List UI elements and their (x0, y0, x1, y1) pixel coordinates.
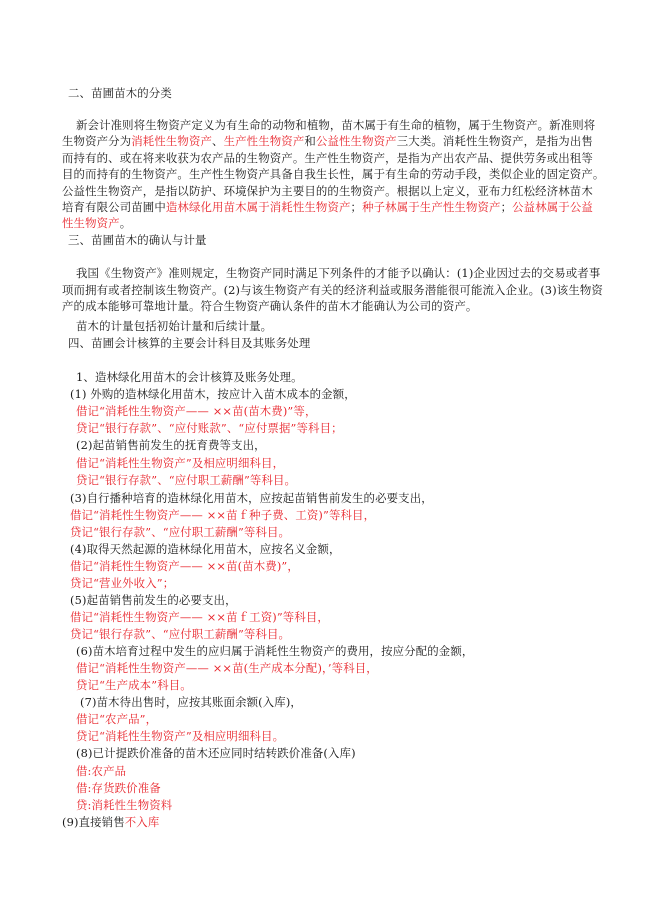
body-text: 我国《生物资产》准则规定，生物资产同时满足下列条件的才能予以确认：(1)企业因过去的交易或者事 (76, 266, 601, 280)
text-line (76, 677, 192, 693)
body-text: (5)起苗销售前发生的必要支出， (70, 593, 237, 607)
text-line (70, 507, 375, 523)
highlighted-text: 借:存货跌价准备 (76, 781, 161, 795)
highlighted-text: 借记“消耗性生物资产—— ××苗(苗木费)”等， (76, 404, 317, 418)
highlighted-text: 不入库 (124, 815, 160, 829)
body-text: 新会计准则将生物资产定义为有生命的动物和植物，苗木属于有生命的植物，属于生物资产。新准则将 (76, 118, 596, 132)
text-line (76, 763, 126, 779)
highlighted-text: 贷记“银行存款”、“应付职工薪酬”等科目。 (76, 473, 297, 487)
text-line (76, 369, 303, 385)
highlighted-text: 贷记“消耗性生物资产”及相应明细科目。 (76, 729, 285, 743)
body-text: 三大类。消耗性生物资产，是指为出售 (396, 134, 593, 148)
body-text: 四、苗圃会计核算的主要会计科目及其账务处理 (68, 336, 311, 350)
highlighted-text: 贷记“银行存款”、“应付账款”、“应付票据”等科目； (76, 421, 343, 435)
highlighted-text: 公益林属于公益 (512, 200, 593, 214)
text-line (70, 524, 290, 540)
body-text: (4)取得天然起源的造林绿化用苗木，应按名义金额， (70, 542, 341, 556)
text-line (76, 745, 356, 761)
highlighted-text: 贷记“生产成本”科目。 (76, 678, 192, 692)
body-text: 二、苗圃苗木的分类 (68, 86, 172, 100)
text-line (70, 575, 174, 591)
text-line (76, 728, 284, 744)
body-text: 公益性生物资产，是指以防护、环境保护为主要目的的生物资产。根据以上定义，亚布力红松经济林苗木 (62, 184, 593, 198)
highlighted-text: 借:农产品 (76, 764, 127, 778)
body-text: ； (500, 200, 513, 214)
highlighted-text: 借记“消耗性生物资产”及相应明细科目， (76, 456, 285, 470)
highlighted-text: 公益性生物资产 (315, 134, 397, 148)
text-line (62, 166, 604, 182)
text-line (76, 472, 296, 488)
text-line (68, 335, 310, 351)
highlighted-text: 贷记“营业外收入”； (70, 576, 175, 590)
highlighted-text: 借记“消耗性生物资产—— ××苗(苗木费)”， (70, 559, 299, 573)
text-line (76, 265, 600, 281)
body-text: 而持有的、或在将来收获为农产品的生物资产。生产性生物资产，是指为产出农产品、提供劳务或出租等 (62, 151, 593, 165)
body-text: (8)已计提跌价准备的苗木还应同时结转跌价准备(入库) (76, 746, 356, 760)
highlighted-text: 贷:消耗性生物资料 (76, 798, 173, 812)
text-line (62, 199, 593, 215)
highlighted-text: 消耗性生物资产 (131, 134, 213, 148)
body-text: (7)苗木待出售时，应按其账面余额(入库)， (80, 695, 302, 709)
body-text: (3)自行播种培育的造林绿化用苗木，应按起苗销售前发生的必要支出， (70, 491, 433, 505)
text-line (76, 420, 343, 436)
text-line (76, 455, 284, 471)
body-text: 1、造林绿化用苗木的会计核算及账务处理。 (76, 370, 303, 384)
body-text: (6)苗木培育过程中发生的应归属于消耗性生物资产的费用，按应分配的金额， (76, 644, 474, 658)
body-text: 。 (119, 216, 132, 230)
text-line (68, 232, 207, 248)
text-line (62, 814, 159, 830)
text-line (76, 711, 157, 727)
highlighted-text: 借记“消耗性生物资产—— ××苗ｆ种子费、工资)”等科目， (70, 508, 376, 522)
body-text: 目的而持有的生物资产。生产性生物资产具备自我生长性，属于有生命的劳动手段，类似企业的固定资产。 (62, 167, 605, 181)
text-line (76, 660, 378, 676)
highlighted-text: 借记“农产品”， (76, 712, 158, 726)
body-text: 和 (304, 134, 316, 148)
body-text: 生物资产分为 (62, 134, 132, 148)
body-text: 三、苗圃苗木的确认与计量 (68, 233, 207, 247)
body-text: 项而拥有或者控制该生物资产。(2)与该生物资产有关的经济利益或服务潜能很可能流入企业。(3)该生物资 (62, 283, 603, 297)
text-line (76, 643, 473, 659)
text-line (76, 318, 272, 334)
text-line (76, 797, 172, 813)
text-line (70, 541, 340, 557)
body-text: 产的成本能够可靠地计量。符合生物资产确认条件的苗木才能确认为公司的资产。 (62, 299, 478, 313)
body-text: 、 (212, 134, 224, 148)
text-line (62, 183, 593, 199)
text-line (76, 437, 266, 453)
text-line (62, 282, 603, 298)
body-text: (9)直接销售 (62, 815, 125, 829)
text-line (62, 215, 131, 231)
highlighted-text: 性生物资产 (62, 216, 120, 230)
body-text: (2)起苗销售前发生的抚育费等支出， (76, 438, 266, 452)
text-line (62, 150, 593, 166)
body-text: ； (350, 200, 363, 214)
body-text: (1) 外购的造林绿化用苗木，按应计入苗木成本的金额， (70, 387, 356, 401)
text-line (76, 780, 161, 796)
text-line (80, 694, 302, 710)
highlighted-text: 借记“消耗性生物资产—— ××苗ｆ工资)”等科目， (70, 610, 329, 624)
text-line (70, 490, 433, 506)
highlighted-text: 种子林属于生产性生物资产 (362, 200, 501, 214)
text-line (62, 298, 477, 314)
text-line (70, 558, 299, 574)
text-line (70, 626, 290, 642)
text-line (68, 85, 172, 101)
text-line (70, 386, 356, 402)
text-line (76, 117, 595, 133)
text-line (62, 133, 593, 149)
highlighted-text: 借记“消耗性生物资产—— ××苗(生产成本分配)，’等科目， (76, 661, 378, 675)
text-line (70, 592, 237, 608)
highlighted-text: 贷记“银行存款”、“应付职工薪酬”等科目。 (70, 525, 291, 539)
highlighted-text: 贷记“银行存款”、“应付职工薪酬”等科目。 (70, 627, 291, 641)
text-line (70, 609, 329, 625)
body-text: 苗木的计量包括初始计量和后续计量。 (76, 319, 273, 333)
highlighted-text: 生产性生物资产 (223, 134, 305, 148)
text-line (76, 403, 317, 419)
body-text: 培育有限公司苗圃中 (62, 200, 166, 214)
highlighted-text: 造林绿化用苗木属于消耗性生物资产 (165, 200, 351, 214)
